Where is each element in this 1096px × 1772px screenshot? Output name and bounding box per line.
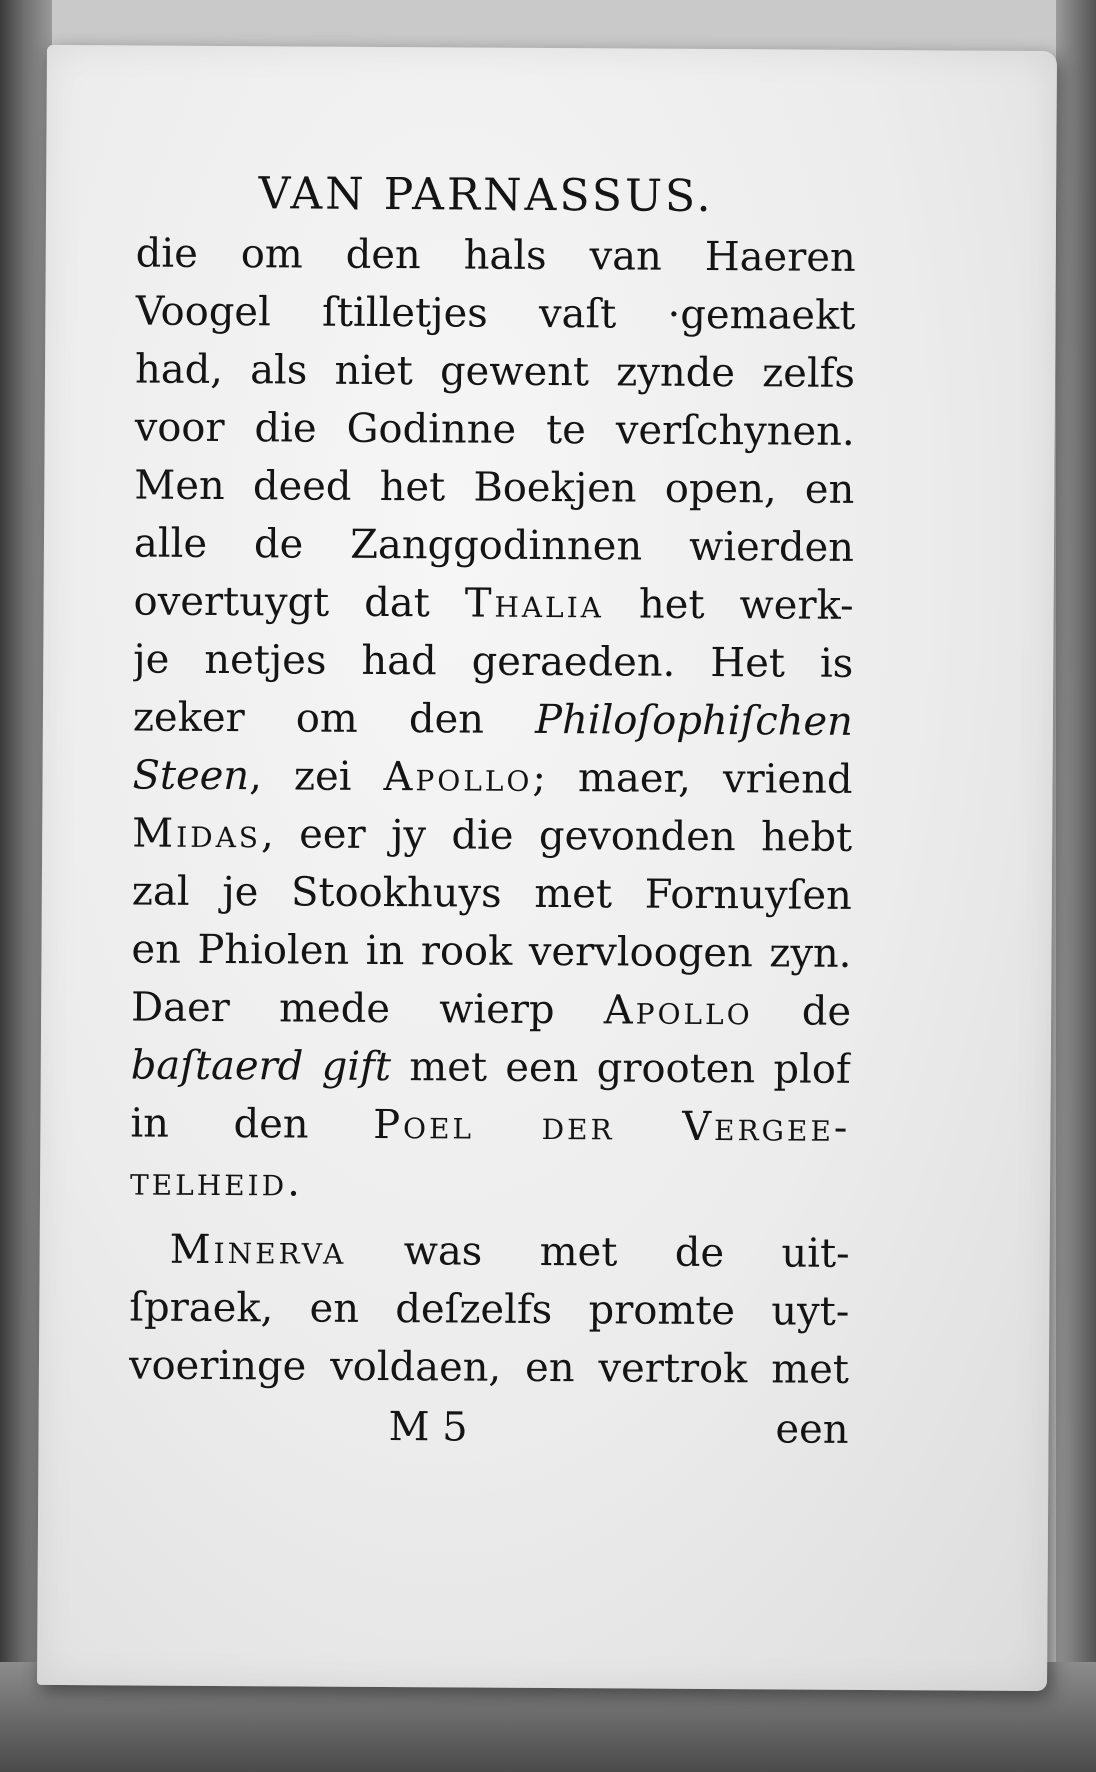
text-line: die om den hals van Haeren: [135, 230, 856, 281]
text-line: Daer mede wierp Apollo de: [130, 984, 852, 1035]
italic-phrase: Philoſophiſchen: [534, 696, 854, 745]
signature-mark: M 5: [388, 1404, 468, 1451]
text-line: Men deed het Boekjen open, en: [134, 462, 855, 513]
place-name: telheid: [129, 1158, 288, 1206]
text-line: Midas, eer jy die gevonden hebt: [132, 810, 853, 861]
place-name: Poel der Vergee-: [373, 1101, 851, 1151]
text-line: had, als niet gewent zynde zelfs: [134, 346, 856, 397]
text-line: Minerva was met de uit-: [169, 1226, 850, 1277]
text-line: voeringe voldaen, en vertrok met: [128, 1342, 850, 1393]
text-line: telheid.: [129, 1158, 301, 1206]
text-line: alle de Zanggodinnen wierden: [133, 520, 855, 571]
background-edge: [1056, 0, 1096, 1772]
text-line: voor die Godinne te verſchynen.: [134, 404, 855, 455]
text-line: zeker om den Philoſophiſchen: [132, 694, 854, 745]
name-thalia: Thalia: [464, 580, 605, 628]
name-apollo: Apollo: [383, 754, 533, 801]
book-page: [37, 45, 1057, 1691]
text-line: ſpraek, en deſzelfs promte uyt-: [129, 1284, 850, 1335]
italic-phrase: baſtaerd gift: [130, 1042, 392, 1091]
text-line: overtuygt dat Thalia het werk-: [133, 578, 854, 629]
text-line: Voogel ſtilletjes vaſt ·gemaekt: [135, 288, 856, 339]
text-line: in den Poel der Vergee-: [130, 1100, 851, 1151]
name-apollo: Apollo: [603, 987, 753, 1035]
text-line: baſtaerd gift met een grooten plof: [130, 1042, 851, 1093]
text-line: en Phiolen in rook vervloogen zyn.: [131, 926, 852, 977]
page-footer: [128, 1396, 848, 1458]
italic-phrase: Steen: [132, 752, 250, 800]
text-line: zal je Stookhuys met Fornuyſen: [131, 868, 852, 919]
text-line: Steen, zei Apollo; maer, vriend: [132, 752, 853, 803]
name-midas: Midas: [132, 810, 262, 858]
catchword: een: [775, 1406, 849, 1453]
running-head: VAN PARNASSUS.: [258, 168, 714, 223]
text-line: je netjes had geraeden. Het is: [133, 636, 854, 687]
text-block: [128, 167, 856, 1458]
name-minerva: Minerva: [169, 1226, 347, 1274]
